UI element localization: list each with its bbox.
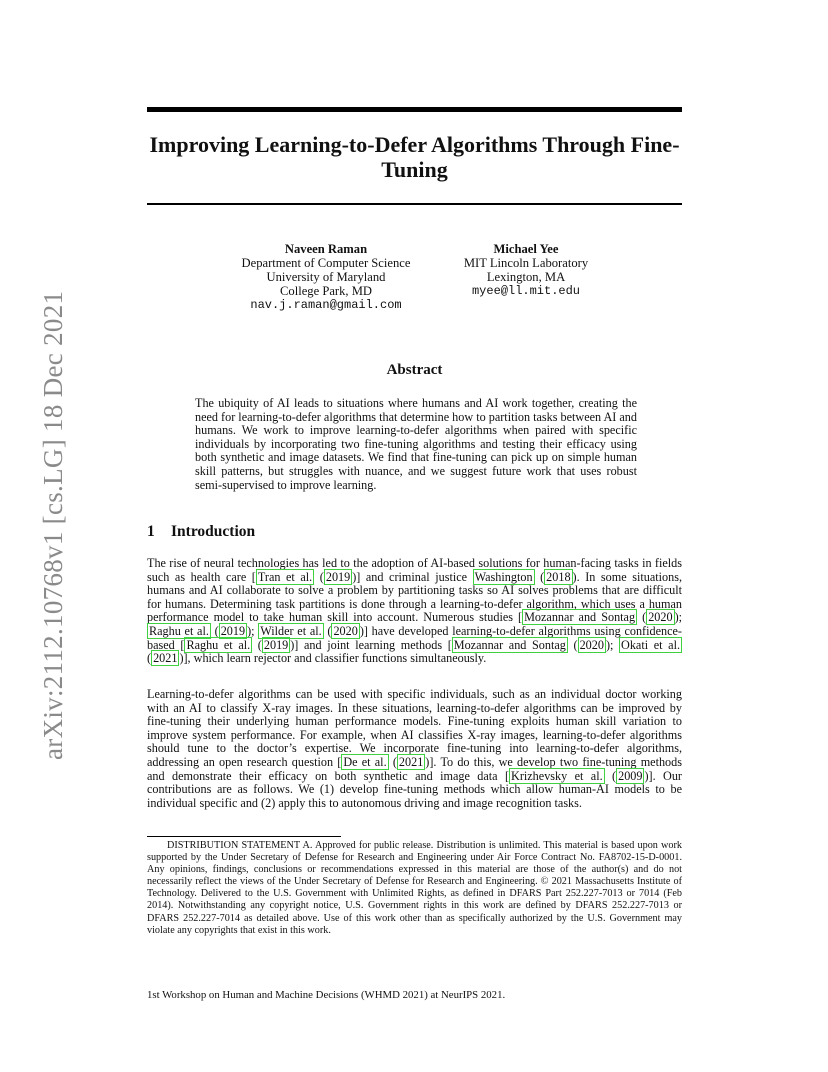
citation-link[interactable]: 2018 [546,569,571,584]
paragraph-text: ( [388,754,397,769]
citation-link[interactable]: 2020 [648,610,673,625]
paragraph-text: ( [252,637,262,652]
citation-link[interactable]: Tran et al. [257,569,313,584]
author-block-2 [440,242,612,298]
paragraph-text: ( [567,637,578,652]
author-affiliation: MIT Lincoln Laboratory [463,256,589,270]
paragraph-text: ); [674,610,683,625]
paragraph-text: ); [605,637,620,652]
citation-link[interactable]: 2021 [398,754,424,769]
title-bottom-rule [147,203,682,205]
section-heading [147,523,255,541]
paragraph-text: )] have developed learning-to-defer algorithms using confidence-based [ [147,623,682,652]
paragraph-text: The rise of neural technologies has led to the adoption of AI-based solutions for human-facing tasks in fields such as health care [ [147,556,682,584]
section-number: 1 [147,523,155,540]
arxiv-stamp: arXiv:2112.10768v1 [cs.LG] 18 Dec 2021 [38,290,68,760]
citation-link[interactable]: 2020 [333,623,358,638]
citation-link[interactable]: Okati et al. [621,637,681,652]
citation-link[interactable]: 2019 [325,569,351,584]
paragraph-text: )]. To do this, we develop two fine-tuning methods and demonstrate their efficacy on both synthetic and image data [ [147,754,682,783]
author-affiliation: College Park, MD [280,284,372,298]
intro-paragraph-1 [147,557,682,666]
paragraph-text: ); [247,623,259,638]
citation-link[interactable]: 2020 [579,637,604,652]
footnote [147,840,682,937]
author-affiliation: Department of Computer Science [241,256,411,270]
citation-link[interactable]: 2009 [618,768,643,783]
author-name: Michael Yee [493,242,559,256]
paragraph-text: )] and criminal justice [352,569,473,584]
author-email: myee@ll.mit.edu [471,284,581,298]
paragraph-text: ( [604,768,617,783]
paragraph-text: )] and joint learning methods [ [290,637,452,652]
author-affiliation: Lexington, MA [486,270,566,284]
author-affiliation: University of Maryland [266,270,386,284]
section-title: Introduction [171,523,256,540]
citation-link[interactable]: Wilder et al. [260,623,322,638]
paragraph-text: )]. Our contributions are as follows. We (1) develop fine-tuning methods which allow human-AI models to be individual specific and (2) apply this to autonomous driving and image recognition tasks. [147,768,682,810]
title-top-rule [147,107,682,112]
citation-link[interactable]: Krizhevsky et al. [511,768,603,783]
paper-title: Improving Learning-to-Defer Algorithms Through Fine-Tuning [149,132,680,182]
paragraph-text: Learning-to-defer algorithms can be used with specific individuals, such as an individual doctor working with an AI to classify X-ray images. In these situations, learning-to-defer algorithms can be improved by fine-tuning their underlying human performance models. Fine-tuning exploits human skill variation to improve system performance. For example, when AI classifies X-ray images, learning-to-defer algorithms should tune to the doctor’s expertise. We incorporate fine-tuning into learning-to-defer algorithms, addressing an open research question [ [147,687,682,769]
footnote-rule [147,836,341,837]
paragraph-text: ( [210,623,219,638]
paragraph-text: ( [534,569,545,584]
citation-link[interactable]: 2019 [263,637,289,652]
paragraph-text: ( [323,623,332,638]
citation-link[interactable]: Washington [474,569,533,584]
intro-paragraph-2 [147,688,682,810]
author-block-1 [222,242,430,312]
citation-link[interactable]: De et al. [343,754,387,769]
author-name: Naveen Raman [284,242,368,256]
citation-link[interactable]: Mozannar and Sontag [524,610,636,625]
venue-footer: 1st Workshop on Human and Machine Decisions (WHMD 2021) at NeurIPS 2021. [147,989,506,1001]
footnote-text: DISTRIBUTION STATEMENT A. Approved for public release. Distribution is unlimited. This material is based upon work supported by the Under Secretary of Defense for Research and Engineering under Air Force Contract No. FA8702-15-D-0001. Any opinions, findings, conclusions or recommendations expressed in this material are those of the author(s) and do not necessarily reflect the views of the Under Secretary of Defense for Research and Engineering. © 2021 Massachusetts Institute of Technology. Delivered to the U.S. Government with Unlimited Rights, as defined in DFARS Part 252.227-7013 or 7014 (Feb 2014). Notwithstanding any copyright notice, U.S. Government rights in this work are defined by DFARS 252.227-7013 or DFARS 252.227-7014 as detailed above. Use of this work other than as specifically authorized by the U.S. Government may violate any copyrights that exist in this work. [147,840,682,936]
paragraph-text: ). In some situations, humans and AI collaborate to solve a problem by partitioning tasks so AI solves problems that are difficult for humans. Determining task partitions is done through a learning-to-defer algorithm, which uses a human performance model to take human skill into account. Numerous studies [ [147,569,682,625]
citation-link[interactable]: Raghu et al. [186,637,251,652]
citation-link[interactable]: 2021 [153,651,178,666]
citation-link[interactable]: Mozannar and Sontag [453,637,566,652]
paragraph-text: ( [314,569,324,584]
paragraph-text: ( [637,610,647,625]
citation-link[interactable]: 2019 [220,623,246,638]
citation-link[interactable]: Raghu et al. [149,623,209,638]
paragraph-text: )], which learn rejector and classifier functions simultaneously. [179,651,487,666]
author-email: nav.j.raman@gmail.com [250,298,402,312]
abstract-heading: Abstract [386,362,443,378]
abstract-text: The ubiquity of AI leads to situations where humans and AI work together, creating the need for learning-to-defer algorithms that determine how to partition tasks between AI and humans. We work to improve learning-to-defer algorithms when paired with specific individuals by incorporating two fine-tuning algorithms and testing their efficacy using both synthetic and image datasets. We find that fine-tuning can pick up on simple human skill patterns, but struggles with nuance, and we suggest future work that uses robust semi-supervised to improve learning. [195,396,637,492]
paragraph-text: ( [147,651,152,666]
